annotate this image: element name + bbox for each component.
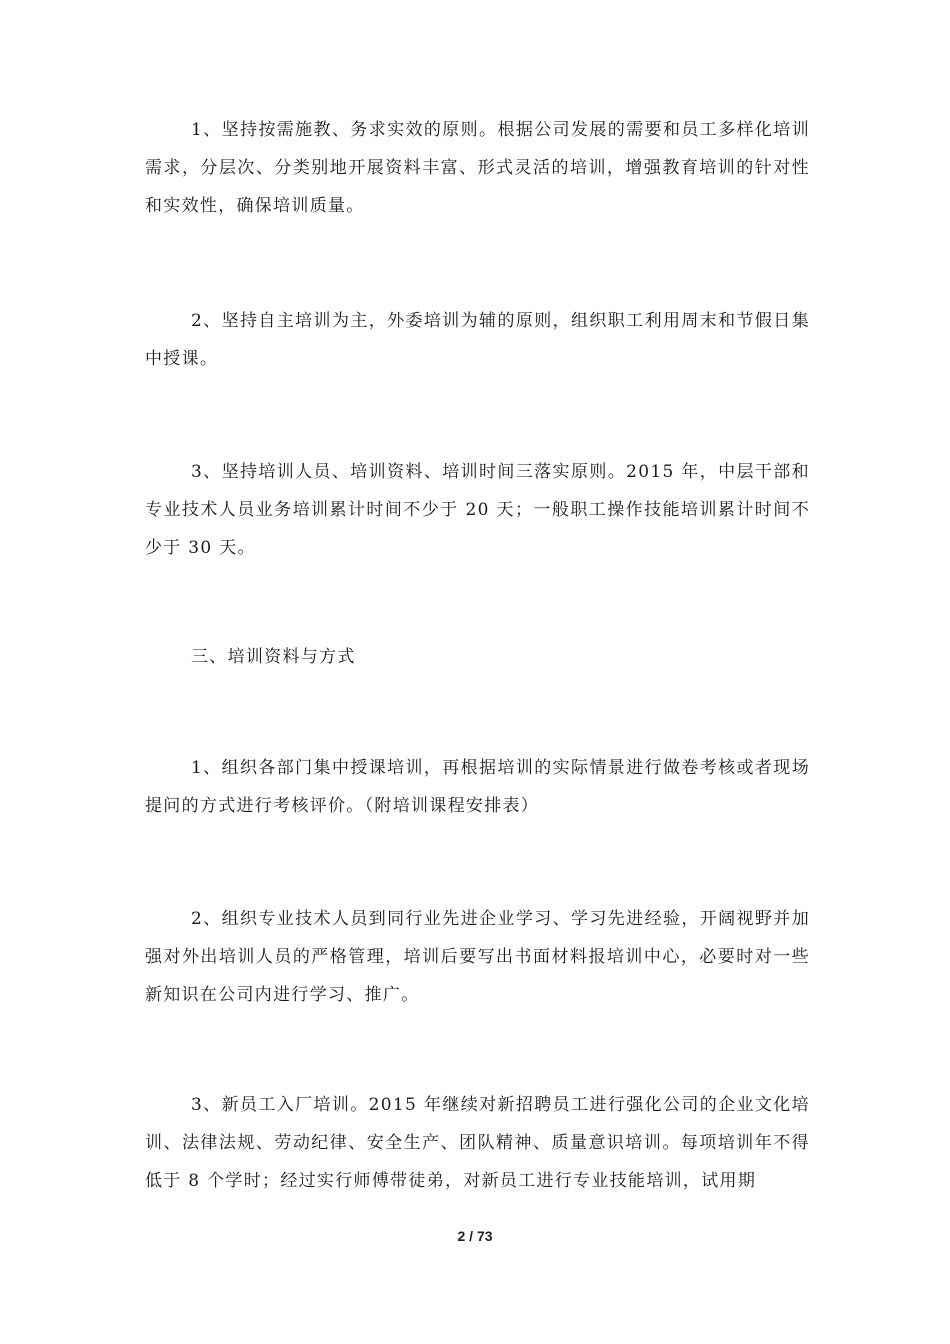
paragraph-text: 2、组织专业技术人员到同行业先进企业学习、学习先进经验，开阔视野并加强对外出培训人员的严格管理，培训后要写出书面材料报培训中心，必要时对一些新知识在公司内进行学习、推广。 <box>145 909 810 1005</box>
paragraph-principle-1 <box>145 111 810 225</box>
page-number: 2 / 73 <box>457 1228 493 1244</box>
paragraph-text: 1、坚持按需施教、务求实效的原则。根据公司发展的需要和员工多样化培训需求，分层次、分类别地开展资料丰富、形式灵活的培训，增强教育培训的针对性和实效性，确保培训质量。 <box>145 120 810 216</box>
paragraph-text: 1、组织各部门集中授课培训，再根据培训的实际情景进行做卷考核或者现场提问的方式进行考核评价。（附培训课程安排表） <box>145 758 810 816</box>
paragraph-text: 3、新员工入厂培训。2015 年继续对新招聘员工进行强化公司的企业文化培训、法律法规、劳动纪律、安全生产、团队精神、质量意识培训。每项培训年不得低于 8 个学时；经过实行师傅带徒弟，对新员工进行专业技能培训，试用期 <box>145 1095 810 1191</box>
paragraph-text: 3、坚持培训人员、培训资料、培训时间三落实原则。2015 年，中层干部和专业技术人员业务培训累计时间不少于 20 天；一般职工操作技能培训累计时间不少于 30 天。 <box>145 462 810 558</box>
paragraph-method-2 <box>145 900 810 1014</box>
paragraph-text: 2、坚持自主培训为主，外委培训为辅的原则，组织职工利用周末和节假日集中授课。 <box>145 311 810 369</box>
section-heading: 三、培训资料与方式 <box>191 647 356 667</box>
paragraph-principle-3 <box>145 453 810 567</box>
paragraph-method-1 <box>145 749 810 825</box>
paragraph-method-3 <box>145 1086 810 1200</box>
paragraph-principle-2 <box>145 302 810 378</box>
